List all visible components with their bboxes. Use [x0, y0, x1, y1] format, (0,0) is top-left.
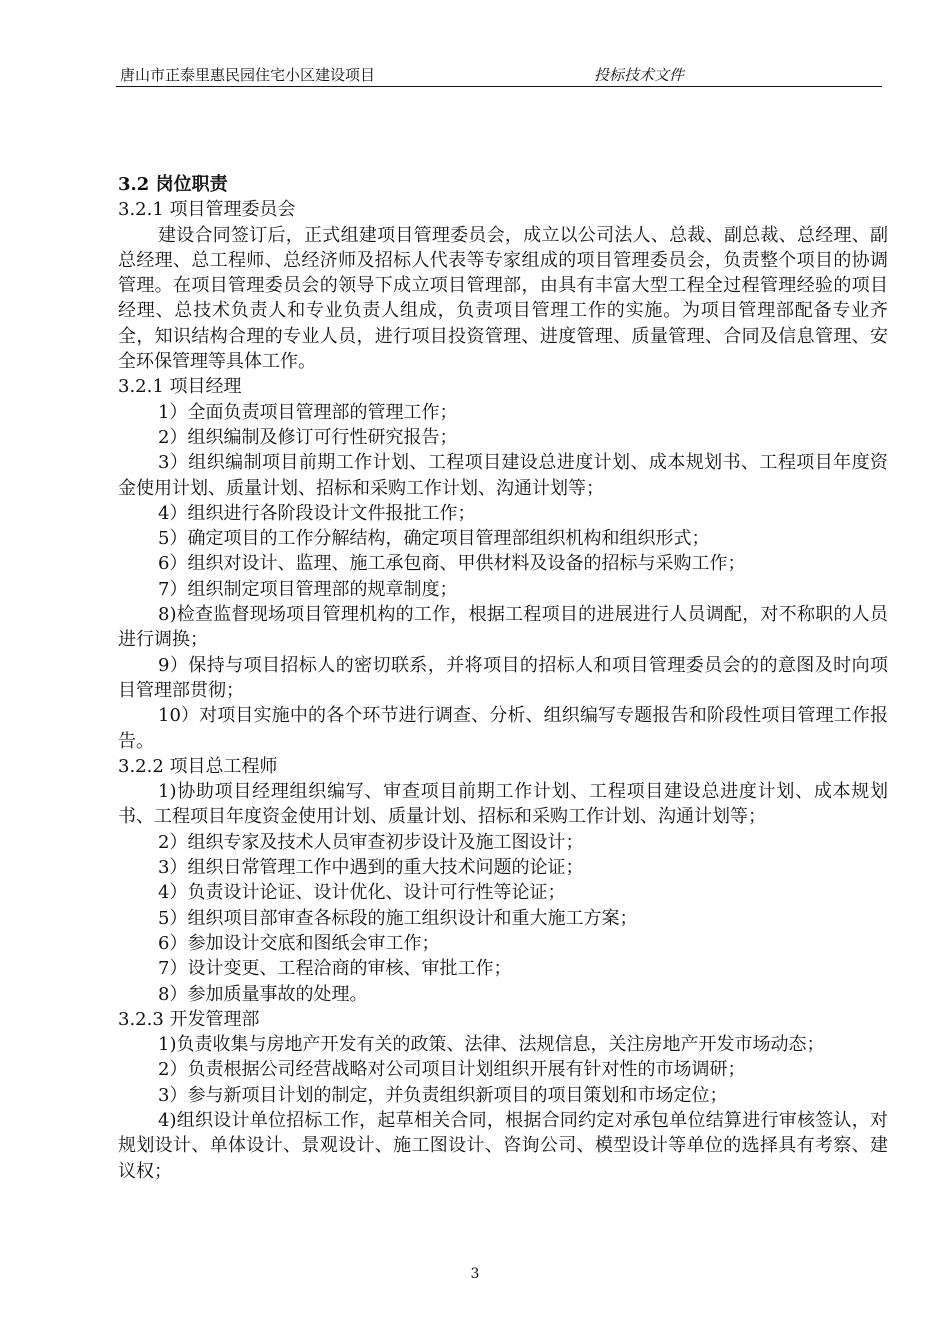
subsection-title-project-manager: 3.2.1 项目经理: [118, 376, 242, 398]
list-item: 2）组织专家及技术人员审查初步设计及施工图设计；: [158, 831, 584, 853]
list-item: 4)组织设计单位招标工作，起草相关合同，根据合同约定对承包单位结算进行审核签认，对规划设计、单体设计、景观设计、施工图设计、咨询公司、模型设计等单位的选择具有考察、建议权；: [118, 1109, 888, 1182]
header-project-title: 唐山市正泰里惠民园住宅小区建设项目: [120, 66, 376, 84]
subsection-title-committee: 3.2.1 项目管理委员会: [118, 199, 296, 221]
header-divider: [116, 86, 882, 87]
list-item: 10）对项目实施中的各个环节进行调查、分析、组织编写专题报告和阶段性项目管理工作报告。: [118, 705, 888, 752]
document-body: [118, 172, 888, 1184]
page-number: 3: [470, 1266, 480, 1282]
header-document-type: 投标技术文件: [594, 66, 685, 84]
list-item: 9）保持与项目招标人的密切联系，并将项目的招标人和项目管理委员会的的意图及时向项目管理部贯彻；: [118, 654, 888, 701]
section-title: 3.2 岗位职责: [118, 174, 228, 195]
list-item: 7）设计变更、工程洽商的审核、审批工作；: [158, 958, 512, 980]
list-item: 2）负责根据公司经营战略对公司项目计划组织开展有针对性的市场调研；: [158, 1059, 746, 1081]
committee-paragraph: 建设合同签订后，正式组建项目管理委员会，成立以公司法人、总裁、副总裁、总经理、副总经理、总工程师、总经济师及招标人代表等专家组成的项目管理委员会，负责整个项目的协调管理。在项目管理委员会的领导下成立项目管理部，由具有丰富大型工程全过程管理经验的项目经理、总技术负责人和专业负责人组成，负责项目管理工作的实施。为项目管理部配备专业齐全，知识结构合理的专业人员，进行项目投资管理、进度管理、质量管理、合同及信息管理、安全环保管理等具体工作。: [118, 224, 888, 373]
list-item: 6）组织对设计、监理、施工承包商、甲供材料及设备的招标与采购工作；: [158, 553, 746, 575]
list-item: 7）组织制定项目管理部的规章制度；: [158, 578, 458, 600]
page-header: [118, 64, 882, 86]
list-item: 5）组织项目部审查各标段的施工组织设计和重大施工方案；: [158, 907, 638, 929]
list-item: 3）参与新项目计划的制定，并负责组织新项目的项目策划和市场定位；: [158, 1084, 728, 1106]
list-item: 5）确定项目的工作分解结构，确定项目管理部组织机构和组织形式；: [158, 528, 710, 550]
list-item: 4）组织进行各阶段设计文件报批工作；: [158, 502, 476, 524]
list-item: 8）参加质量事故的处理。: [158, 983, 368, 1005]
list-item: 3）组织编制项目前期工作计划、工程项目建设总进度计划、成本规划书、工程项目年度资金使用计划、质量计划、招标和采购工作计划、沟通计划等；: [118, 452, 888, 499]
list-item: 1）全面负责项目管理部的管理工作；: [158, 401, 458, 423]
subsection-title-development-dept: 3.2.3 开发管理部: [118, 1008, 260, 1030]
subsection-title-chief-engineer: 3.2.2 项目总工程师: [118, 755, 278, 777]
list-item: 3）组织日常管理工作中遇到的重大技术问题的论证；: [158, 857, 584, 879]
list-item: 1)负责收集与房地产开发有关的政策、法律、法规信息，关注房地产开发市场动态；: [158, 1034, 825, 1056]
list-item: 2）组织编制及修订可行性研究报告；: [158, 426, 458, 448]
list-item: 1)协助项目经理组织编写、审查项目前期工作计划、工程项目建设总进度计划、成本规划书、工程项目年度资金使用计划、质量计划、招标和采购工作计划、沟通计划等；: [118, 781, 888, 828]
list-item: 8)检查监督现场项目管理机构的工作，根据工程项目的进展进行人员调配，对不称职的人员进行调换；: [118, 604, 888, 651]
list-item: 4）负责设计论证、设计优化、设计可行性等论证；: [158, 882, 566, 904]
list-item: 6）参加设计交底和图纸会审工作；: [158, 932, 440, 954]
